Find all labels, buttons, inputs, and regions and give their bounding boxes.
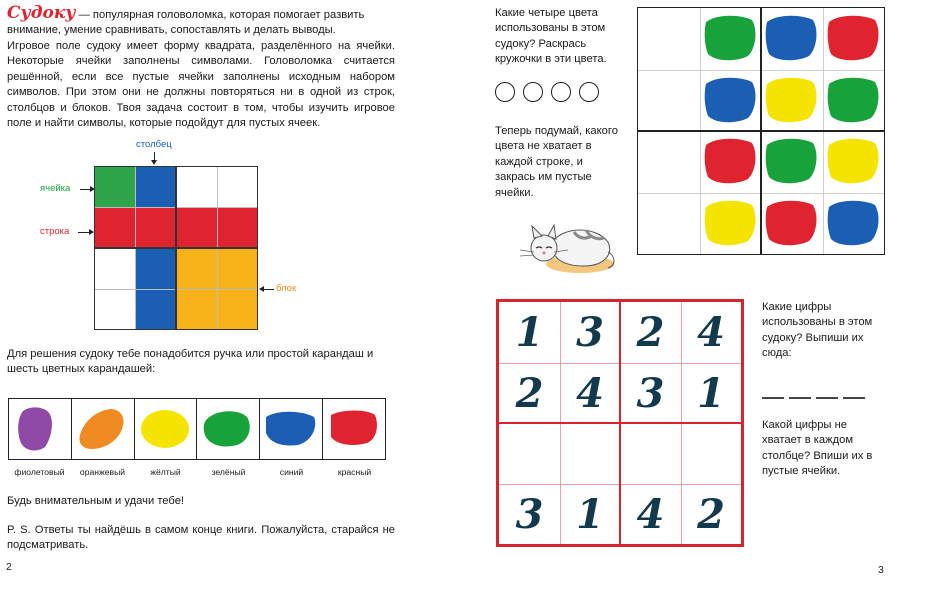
color-cell-yellow <box>700 193 762 255</box>
title-rest: — популярная головоломка, которая помогает развить внимание, умение сравнивать, сопоставлять и делать выводы. <box>7 9 365 37</box>
label-column: столбец <box>136 139 172 150</box>
empty-color-cell[interactable] <box>638 131 700 193</box>
digit-cell: 2 <box>515 369 544 417</box>
empty-digit-cell[interactable] <box>499 423 560 484</box>
label-block: блок <box>276 283 297 294</box>
good-luck-text: Будь внимательным и удачи тебе! <box>7 495 185 507</box>
empty-digit-cell[interactable] <box>560 423 621 484</box>
digit-cell: 2 <box>636 309 665 356</box>
answer-blank[interactable] <box>816 397 838 399</box>
pencil-label: синий <box>279 467 304 477</box>
color-cell-blue <box>823 193 885 255</box>
digit-cell: 4 <box>636 490 665 538</box>
color-cell-red <box>761 193 823 255</box>
empty-color-cell[interactable] <box>638 70 700 132</box>
page-number-left: 2 <box>6 561 12 573</box>
digit-cell: 3 <box>576 309 604 356</box>
pencil-label: оранжевый <box>79 467 126 477</box>
answer-circle[interactable] <box>495 82 515 102</box>
color-cell-yellow <box>761 70 823 132</box>
empty-color-cell[interactable] <box>638 8 700 70</box>
answer-blank[interactable] <box>843 397 865 399</box>
pencil-swatch-orange <box>72 399 135 459</box>
intro-paragraph: Игровое поле судоку имеет форму квадрата, разделённого на ячейки. Некоторые ячейки заполнены символами. Головоломка считается решённой, если все пустые ячейки заполнены исходным набором символов. При этом они не должны повторяться ни в одной из строк, столбцов и блоков. Твоя задача состоит в том, чтобы изучить игровое поле и найти символы, которые подойдут для пустых ячеек. <box>7 40 395 130</box>
color-cell-blue <box>761 8 823 70</box>
question-missing-color: Теперь подумай, какого цвета не хватает в каждой строке, и закрась им пустые ячейки. <box>495 125 618 199</box>
empty-color-cell[interactable] <box>638 193 700 255</box>
color-cell-green <box>700 8 762 70</box>
answer-circle[interactable] <box>523 82 543 102</box>
pencil-swatch-yellow <box>135 399 198 459</box>
pencil-swatch-blue <box>260 399 323 459</box>
digit-cell: 1 <box>697 369 725 417</box>
pencil-label: зелёный <box>211 467 246 477</box>
color-cell-green <box>823 70 885 132</box>
question-digits: Какие цифры использованы в этом судоку? Выпиши их сюда: <box>762 301 873 360</box>
pencil-label: жёлтый <box>150 467 181 477</box>
color-cell-yellow <box>823 131 885 193</box>
pencil-swatch-green <box>197 399 260 459</box>
answer-circle[interactable] <box>579 82 599 102</box>
pencil-label: красный <box>337 467 372 477</box>
sudoku-example-grid <box>94 166 258 330</box>
question-missing-digit: Какой цифры не хватает в каждом столбце? Впиши их в пустые ячейки. <box>762 419 873 478</box>
digit-cell: 3 <box>515 490 544 538</box>
label-row: строка <box>40 226 70 237</box>
color-cell-blue <box>700 70 762 132</box>
page-number-right: 3 <box>878 564 884 576</box>
digit-cell: 4 <box>697 309 725 356</box>
title-word: Судоку <box>7 3 76 23</box>
number-sudoku-grid <box>496 299 744 547</box>
answer-blank[interactable] <box>789 397 811 399</box>
cat-illustration <box>514 212 618 276</box>
label-cell: ячейка <box>40 183 71 194</box>
empty-digit-cell[interactable] <box>681 423 742 484</box>
pencil-swatch-purple <box>9 399 72 459</box>
color-cell-red <box>823 8 885 70</box>
color-cell-green <box>761 131 823 193</box>
digit-cell: 1 <box>515 309 544 356</box>
empty-digit-cell[interactable] <box>620 423 681 484</box>
pencil-label: фиолетовый <box>14 467 65 477</box>
digit-cell: 4 <box>576 369 604 417</box>
answer-circle[interactable] <box>551 82 571 102</box>
pencil-palette <box>8 398 386 460</box>
color-sudoku-grid <box>637 7 885 255</box>
answer-blank[interactable] <box>762 397 784 399</box>
swatch-shape <box>18 407 52 450</box>
intro-title-paragraph <box>7 3 395 39</box>
ps-text: P. S. Ответы ты найдёшь в самом конце книги. Пожалуйста, старайся не подсматривать. <box>7 524 395 552</box>
digit-cell: 3 <box>636 369 665 417</box>
question-colors: Какие четыре цвета использованы в этом судоку? Раскрась кружочки в эти цвета. <box>495 7 607 66</box>
pencil-swatch-red <box>323 399 385 459</box>
digit-cell: 2 <box>697 490 725 538</box>
color-cell-red <box>700 131 762 193</box>
digit-cell: 1 <box>576 490 604 538</box>
tools-text: Для решения судоку тебе понадобится ручка или простой карандаш и шесть цветных карандашей: <box>7 348 374 376</box>
